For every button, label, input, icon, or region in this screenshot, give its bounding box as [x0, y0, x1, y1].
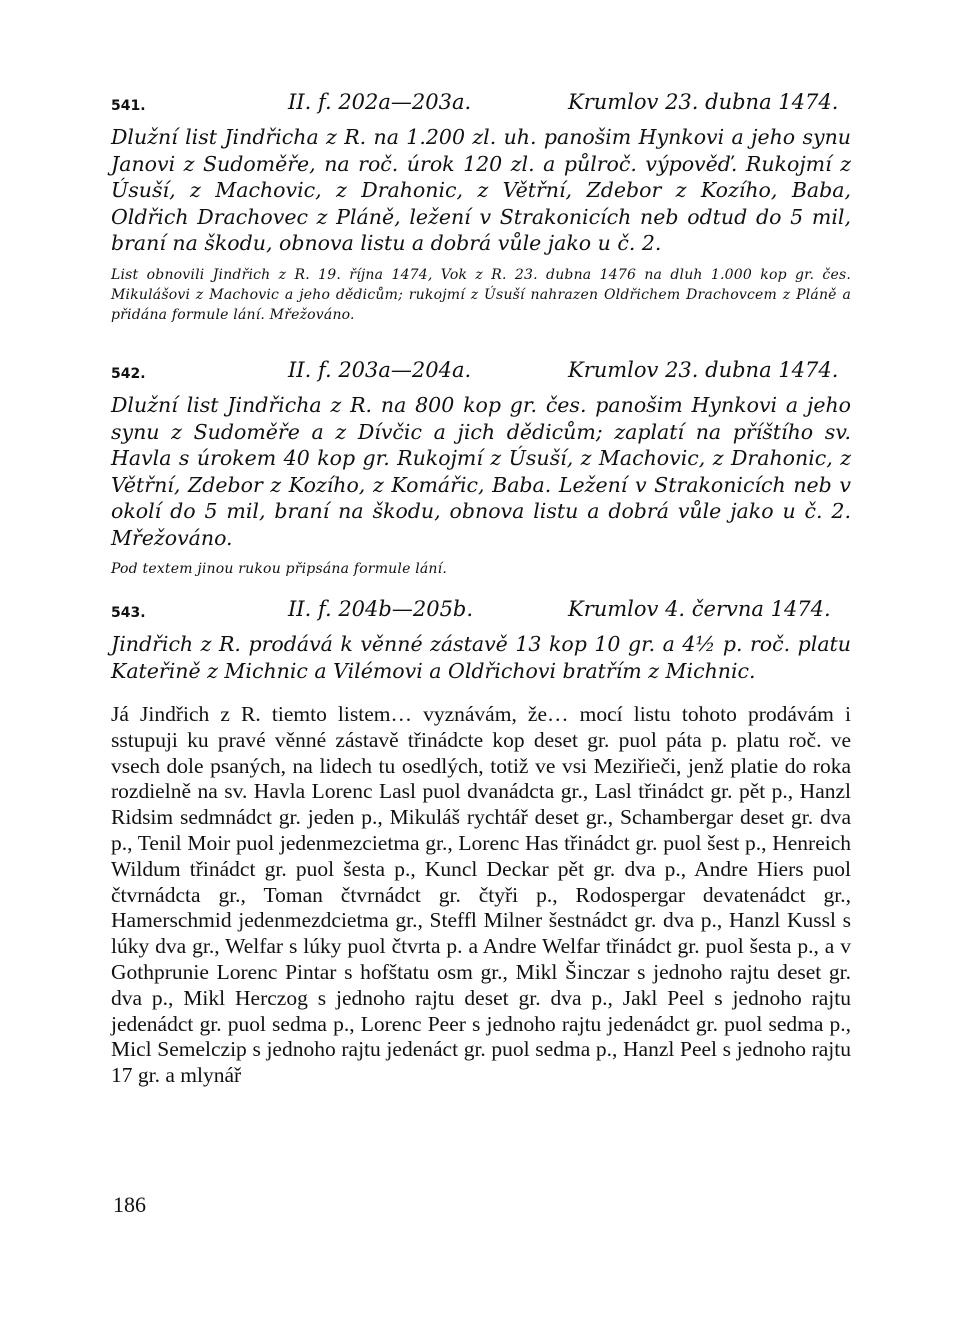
- place-date: Krumlov 4. června 1474.: [568, 597, 831, 621]
- entry-note: List obnovili Jindřich z R. 19. října 1474, Vok z R. 23. dubna 1476 na dluh 1.000 kop gr. čes. Mikulášovi z Machovic a jeho dědicům; rukojmí z Úsuší nahrazen Oldřichem Drachovcem z Pláně a přidána formule lání. Mřežováno.: [111, 266, 851, 323]
- entry-header: [111, 597, 851, 631]
- charter-text: Já Jindřich z R. tiemto listem… vyznávám, že… mocí listu tohoto prodávám i sstupuji ku pravé věnné zástavě třinádcte kop deset gr. puol páta p. platu roč. ve vsech dole psaných, na lidech tu osedlých, totiž ve vsi Meziřieči, jenž platie do roka rozdielně na sv. Havla Lorenc Lasl puol dvanádcta gr., Lasl třinádct gr. pět p., Hanzl Ridsim sedmnádct gr. jeden p., Mikuláš rychtář deset gr., Schambergar deset gr. dva p., Tenil Moir puol jedenmezcietma gr., Lorenc Has třinádct gr. puol šest p., Henreich Wildum třinádct gr. puol šesta p., Kuncl Deckar pět gr. dva p., Andre Hiers puol čtvrnádcta gr., Toman čtvrnádct gr. čtyři p., Rodospergar devatenádct gr., Hamerschmid jedenmezdcietma gr., Steffl Milner šestnádct gr. dva p., Hanzl Kussl s lúky dva gr., Welfar s lúky puol čtvrta p. a Andre Welfar třinádct gr. puol šesta p., a v Gothprunie Lorenc Pintar s hofštatu osm gr., Mikl Šinczar s jednoho rajtu deset gr. dva p., Mikl Herczog s jednoho rajtu deset gr. dva p., Jakl Peel s jednoho rajtu jedenádct gr. puol sedma p., Lorenc Peer s jednoho rajtu jedenádct gr. puol sedma p., Micl Semelczip s jednoho rajtu jedenáct gr. puol sedma p., Hanzl Peel s jednoho rajtu 17 gr. a mlynář: [111, 702, 851, 1088]
- entry-header: [111, 358, 851, 392]
- entry-number: 541.: [111, 98, 146, 114]
- place-date: Krumlov 23. dubna 1474.: [568, 358, 839, 382]
- page-number: 186: [113, 1192, 146, 1217]
- folio-reference: II. f. 202a—203a.: [288, 90, 472, 114]
- place-date: Krumlov 23. dubna 1474.: [568, 90, 839, 114]
- entry-regest: Dlužní list Jindřicha z R. na 800 kop gr. čes. panošim Hynkovi a jeho synu z Sudoměře a z Dívčic a jich dědicům; zaplatí na příštího sv. Havla s úrokem 40 kop gr. Rukojmí z Úsuší, z Machovic, z Drahonic, z Větřní, Zdebor z Kozího, z Komářic, Baba. Ležení v Strakonicích neb v okolí do 5 mil, braní na škodu, obnova listu a dobrá vůle jako u č. 2. Mřežováno.: [111, 393, 851, 550]
- entry-regest: Jindřich z R. prodává k věnné zástavě 13 kop 10 gr. a 4½ p. roč. platu Kateřině z Michnic a Vilémovi a Oldřichovi bratřím z Michnic.: [111, 632, 851, 683]
- entry-543: [111, 597, 851, 1089]
- folio-reference: II. f. 204b—205b.: [288, 597, 474, 621]
- entry-note: Pod textem jinou rukou připsána formule lání.: [111, 561, 447, 577]
- entry-number: 543.: [111, 605, 146, 621]
- entry-header: [111, 90, 851, 124]
- entry-542: [111, 358, 851, 579]
- folio-reference: II. f. 203a—204a.: [288, 358, 472, 382]
- entry-regest: Dlužní list Jindřicha z R. na 1.200 zl. uh. panošim Hynkovi a jeho synu Janovi z Sudoměře, na roč. úrok 120 zl. a půlroč. výpověď. Rukojmí z Úsuší, z Machovic, z Drahonic, z Větřní, Zdebor z Kozího, Baba, Oldřich Drachovec z Pláně, ležení v Strakonicích neb odtud do 5 mil, braní na škodu, obnova listu a dobrá vůle jako u č. 2.: [111, 125, 851, 255]
- entry-541: [111, 90, 851, 325]
- entry-number: 542.: [111, 366, 146, 382]
